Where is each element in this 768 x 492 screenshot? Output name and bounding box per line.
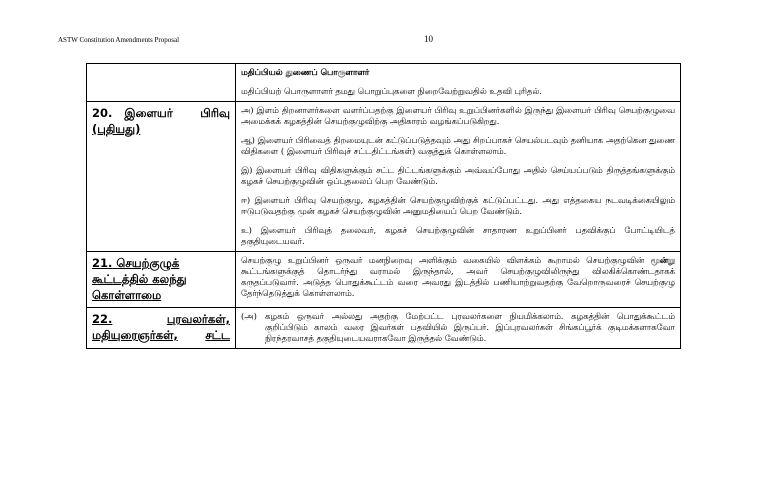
section-title: 21. செயற்குழுக்: [92, 256, 180, 270]
section-title-line: மதியுரைஞர்கள், சட்ட: [92, 328, 230, 342]
section-title-word: புரவலர்கள்,: [166, 312, 230, 326]
section-content-cell: [236, 252, 681, 308]
table-row: [87, 308, 681, 349]
table-row: [87, 64, 681, 102]
table-row: [87, 252, 681, 308]
section-content-cell: [236, 308, 681, 349]
section-number: 20.: [92, 106, 113, 120]
document-title: ASTW Constitution Amendments Proposal: [58, 36, 180, 44]
cell-heading: மதிப்பியல் துணைப் பொருளாளர்: [241, 67, 370, 77]
item-label: (அ): [241, 311, 257, 321]
section-title-word: பிரிவு: [200, 106, 230, 120]
section-number: 21.: [92, 256, 113, 270]
paragraph: செயற்குழு உறுப்பினர் ஒருவர் மனநிறைவு அளிக்கும் வகையில் விளக்கம் கூறாமல் செயற்குழுவின் மூன்று கூட்டங்களுக்குத் தொடர்ந்து வராமல் இருந்தால், அவர் செயற்குழுவிலிருந்து விலகிக்கொண்டதாகக் கருதப்படுவார். அடுத்த பொதுக்கூட்டம் வரை அவரது இடத்தில் பணியாற்றுவதற்கு வேறொருவரைச் செயற்குழு தேர்ந்தெடுத்துக் கொள்ளலாம்.: [241, 255, 675, 298]
section-title-line: கூட்டத்தில் கலந்து: [92, 272, 187, 286]
paragraph: ஆ) இளையர் பிரிவைத் திறமையுடன் கட்டுப்படுத்தவும் அது சிறப்பாகச் செயல்படவும் தனியாக அதற்கென துணை விதிகளை ( இளையர் பிரிவுச் சட்டதிட்டங்கள்) வகுத்துக் கொள்ளலாம்.: [241, 135, 675, 156]
list-item: [241, 311, 675, 344]
section-title: [92, 105, 230, 121]
section-content-cell: [236, 102, 681, 252]
paragraph: இ) இளையர் பிரிவு விதிகளுக்கும் சட்ட திட்டங்களுக்கும் அவ்வப்போது அதில் செய்யப்படும் திருத்தங்களுக்கும் கழகச் செயற்குழுவின் ஒப்புதலைப் பெற வேண்டும்.: [241, 165, 675, 186]
section-title-line: கொள்ளாமை: [92, 288, 162, 302]
amendments-table: [86, 63, 681, 349]
table-row: [87, 102, 681, 252]
page-number: 10: [424, 34, 433, 44]
section-subtitle: (புதியது): [92, 122, 141, 136]
paragraph: அ) இளம் திறனாளர்களை வளர்ப்பதற்கு இளையர் பிரிவு உறுப்பினர்களில் இருந்து இளையர் பிரிவு செயற்குழுவை அமைக்கக் கழகத்தின் செயற்குழுவிற்கு அதிகாரம் வழங்கப்படுகிறது.: [241, 105, 675, 126]
item-text: கழகம் ஒருவர் அல்லது அதற்கு மேற்பட்ட புரவலர்களை நியமிக்கலாம். கழகத்தின் பொதுக்கூட்டம் குறிப்பிடும் காலம் வரை இவர்கள் பதவியில் இருப்பர். இப்புரவலர்கள் சிங்கப்பூர்க் குடிமக்களாகவோ நிரந்தரவாசத் தகுதியுடையவராகவோ இருத்தல் வேண்டும்.: [265, 311, 675, 343]
section-title-word: இளையர்: [124, 106, 173, 120]
section-title: [92, 311, 230, 327]
paragraph: உ) இளையர் பிரிவுத் தலைவர், கழகச் செயற்குழுவின் சாதாரண உறுப்பினர் பதவிக்குப் போட்டியிடத் தகுதியுடையவர்.: [241, 225, 675, 246]
paragraph: ஈ) இளையர் பிரிவு செயற்குழு, கழகத்தின் செயற்குழுவிற்குக் கட்டுப்பட்டது. அது எத்தகைய நடவடிக்கையிலும் ஈடுபடுவதற்கு முன் கழகச் செயற்குழுவின் அனுமதியைப் பெற வேண்டும்.: [241, 195, 675, 216]
paragraph: மதிப்பியற் பொருளாளர் தமது பொறுப்புகளை நிறைவேற்றுவதில் உதவி புரிதல்.: [241, 86, 542, 96]
section-number: 22.: [92, 312, 113, 326]
section-title-cell: [87, 102, 236, 252]
section-title-cell: [87, 64, 236, 102]
section-content-cell: [236, 64, 681, 102]
section-title-cell: [87, 308, 236, 349]
section-title-cell: [87, 252, 236, 308]
